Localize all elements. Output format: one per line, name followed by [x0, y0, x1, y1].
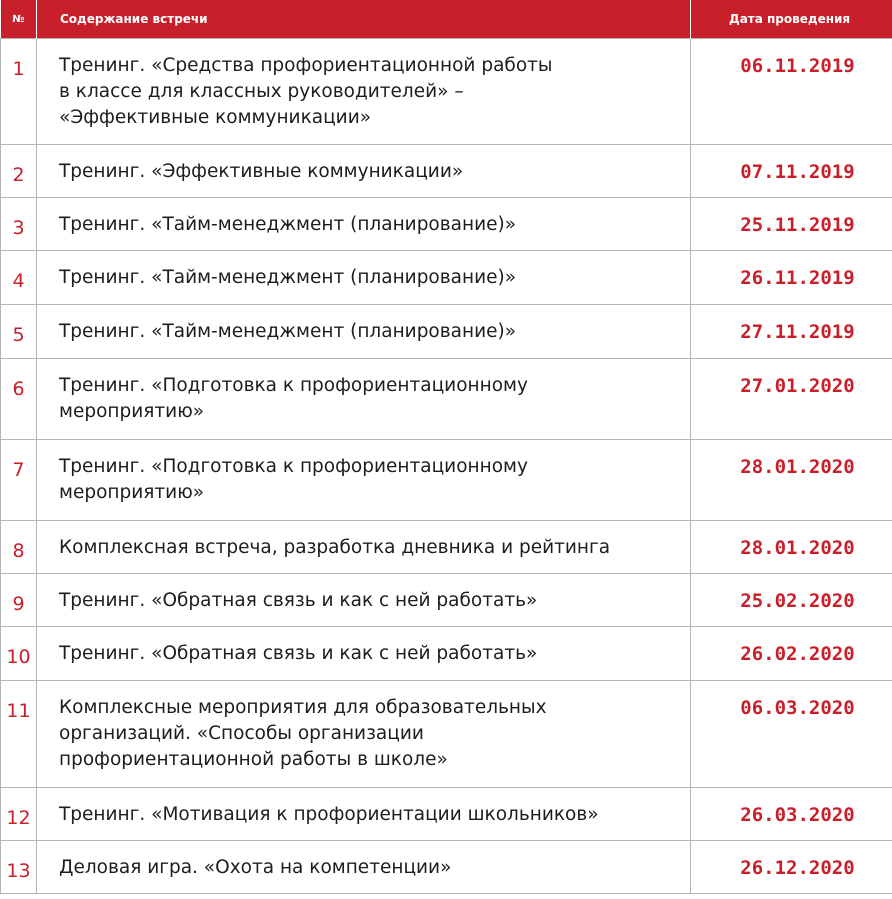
- table-row: [1, 198, 892, 251]
- table-header: [1, 0, 892, 39]
- row-content-line: мероприятию»: [59, 401, 205, 422]
- row-content: [37, 627, 691, 681]
- header-date: Дата проведения: [691, 0, 892, 39]
- row-number: 2: [1, 145, 37, 198]
- row-number: 5: [1, 305, 37, 359]
- table-row: [1, 359, 892, 440]
- row-date: 26.11.2019: [691, 251, 892, 305]
- row-content-line: Комплексная встреча, разработка дневника и рейтинга: [59, 537, 611, 558]
- row-number: 12: [1, 788, 37, 841]
- row-content: [37, 681, 691, 788]
- row-content: [37, 841, 691, 894]
- row-content: [37, 251, 691, 305]
- row-content-line: Комплексные мероприятия для образовательных: [59, 697, 547, 718]
- row-content-line: «Эффективные коммуникации»: [59, 107, 372, 128]
- row-content: [37, 788, 691, 841]
- row-date: 25.02.2020: [691, 574, 892, 627]
- row-date: 27.01.2020: [691, 359, 892, 440]
- row-date: 07.11.2019: [691, 145, 892, 198]
- row-content-line: Тренинг. «Обратная связь и как с ней работать»: [59, 643, 538, 664]
- table-row: [1, 39, 892, 145]
- row-date: 27.11.2019: [691, 305, 892, 359]
- row-content-line: Тренинг. «Мотивация к профориентации школьников»: [59, 804, 599, 825]
- row-number: 7: [1, 440, 37, 521]
- row-number: 13: [1, 841, 37, 894]
- row-date: 26.02.2020: [691, 627, 892, 681]
- row-content-line: в классе для классных руководителей» –: [59, 81, 464, 102]
- row-date: 26.03.2020: [691, 788, 892, 841]
- table-row: [1, 440, 892, 521]
- row-content-line: Тренинг. «Тайм-менеджмент (планирование)»: [59, 214, 517, 235]
- table-row: [1, 521, 892, 574]
- row-number: 4: [1, 251, 37, 305]
- row-date: 28.01.2020: [691, 521, 892, 574]
- table-row: [1, 145, 892, 198]
- row-content: [37, 145, 691, 198]
- row-number: 6: [1, 359, 37, 440]
- row-content: [37, 359, 691, 440]
- table-row: [1, 788, 892, 841]
- header-num: №: [1, 0, 37, 39]
- table-row: [1, 251, 892, 305]
- row-content: [37, 440, 691, 521]
- row-content-line: Деловая игра. «Охота на компетенции»: [59, 857, 452, 878]
- row-number: 9: [1, 574, 37, 627]
- row-content-line: Тренинг. «Тайм-менеджмент (планирование)»: [59, 267, 517, 288]
- row-content: [37, 574, 691, 627]
- row-content-line: Тренинг. «Средства профориентационной работы: [59, 55, 553, 76]
- row-content-line: Тренинг. «Эффективные коммуникации»: [59, 161, 464, 182]
- row-date: 26.12.2020: [691, 841, 892, 894]
- row-date: 25.11.2019: [691, 198, 892, 251]
- row-content-line: Тренинг. «Тайм-менеджмент (планирование)»: [59, 321, 517, 342]
- row-number: 10: [1, 627, 37, 681]
- table-row: [1, 627, 892, 681]
- row-number: 11: [1, 681, 37, 788]
- row-date: 06.11.2019: [691, 39, 892, 145]
- row-content-line: профориентационной работы в школе»: [59, 749, 448, 770]
- row-content-line: мероприятию»: [59, 482, 205, 503]
- row-number: 1: [1, 39, 37, 145]
- row-date: 28.01.2020: [691, 440, 892, 521]
- table-row: [1, 574, 892, 627]
- row-content: [37, 39, 691, 145]
- row-number: 3: [1, 198, 37, 251]
- header-content: Содержание встречи: [37, 0, 691, 39]
- table-body: [1, 39, 892, 894]
- row-content: [37, 305, 691, 359]
- table-row: [1, 841, 892, 894]
- row-number: 8: [1, 521, 37, 574]
- table-row: [1, 681, 892, 788]
- row-date: 06.03.2020: [691, 681, 892, 788]
- table-row: [1, 305, 892, 359]
- row-content: [37, 521, 691, 574]
- row-content-line: Тренинг. «Подготовка к профориентационному: [59, 456, 528, 477]
- row-content-line: Тренинг. «Подготовка к профориентационному: [59, 375, 528, 396]
- row-content-line: организаций. «Способы организации: [59, 723, 424, 744]
- row-content-line: Тренинг. «Обратная связь и как с ней работать»: [59, 590, 538, 611]
- row-content: [37, 198, 691, 251]
